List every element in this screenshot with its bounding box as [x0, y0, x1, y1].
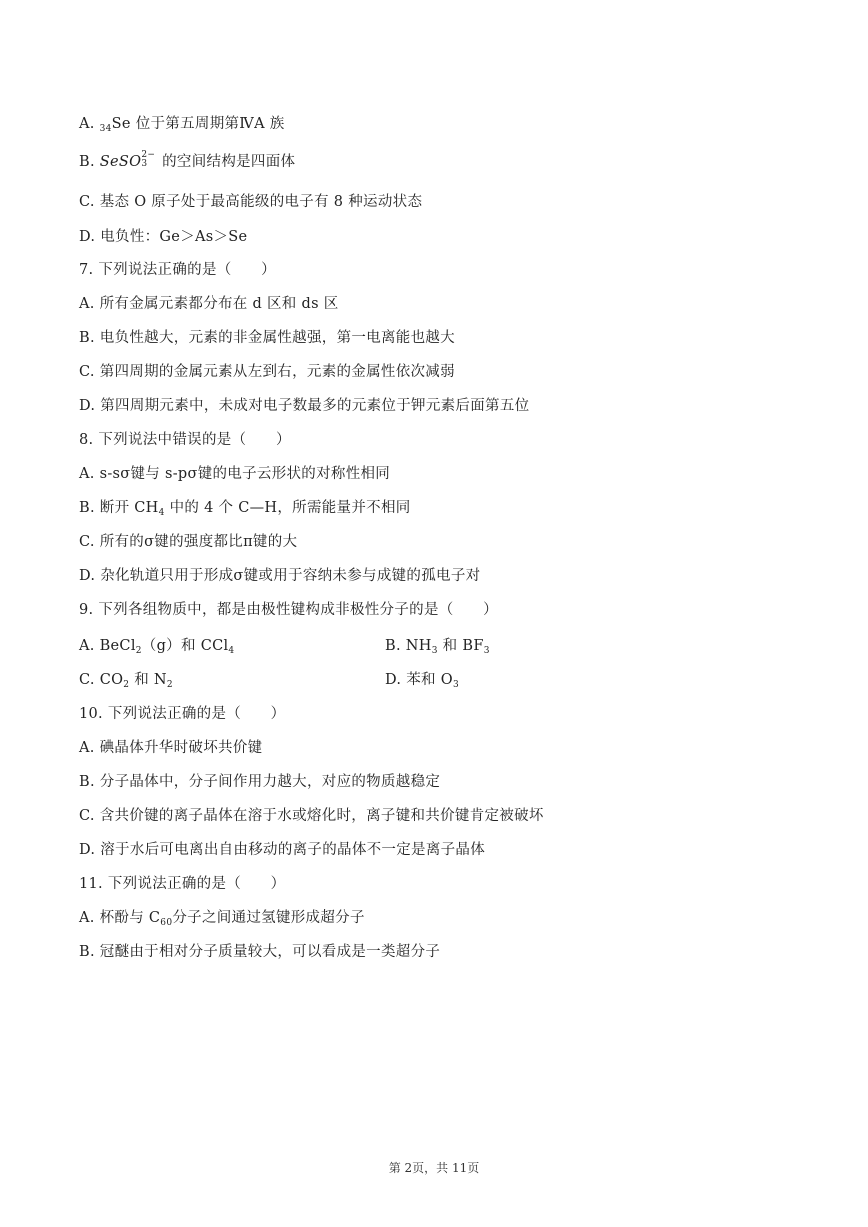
q6-option-b-formula-scripts: 2− 3 — [141, 150, 156, 169]
q10-option-a: A. 碘晶体升华时破坏共价键 — [79, 740, 263, 756]
q10-option-d: D. 溶于水后可电离出自由移动的离子的晶体不一定是离子晶体 — [79, 842, 486, 858]
q9-option-c: C. $CO_2$ 和 $N_2$ — [79, 672, 173, 690]
q7-option-b: B. 电负性越大，元素的非金属性越强，第一电离能也越大 — [79, 330, 455, 346]
q10-option-b: B. 分子晶体中，分子间作用力越大，对应的物质越稳定 — [79, 774, 441, 790]
q7-option-c: C. 第四周期的金属元素从左到右，元素的金属性依次减弱 — [79, 364, 455, 380]
q8-option-b: B. 断开 $CH_4$ 中的 4 个 C—H，所需能量并不相同 — [79, 500, 411, 518]
q10-stem: 10. 下列说法正确的是（ ） — [79, 706, 286, 722]
page-footer: 第 2页，共 11页 — [388, 1161, 480, 1175]
q6-option-c: C. 基态 O 原子处于最高能级的电子有 8 种运动状态 — [79, 194, 423, 210]
q11-stem: 11. 下列说法正确的是（ ） — [79, 876, 286, 892]
q6-option-a-atomic-number: 34 — [99, 124, 112, 134]
q10-option-c: C. 含共价键的离子晶体在溶于水或熔化时，离子键和共价键肯定被破坏 — [79, 808, 544, 824]
q8-option-d: D. 杂化轨道只用于形成σ键或用于容纳未参与成键的孤电子对 — [79, 568, 481, 584]
q7-option-a: A. 所有金属元素都分布在 d 区和 ds 区 — [79, 296, 339, 312]
q9-option-d: D. 苯和 $O_3$ — [385, 672, 459, 690]
q7-option-d: D. 第四周期元素中，未成对电子数最多的元素位于钾元素后面第五位 — [79, 398, 530, 414]
q9-stem: 9. 下列各组物质中，都是由极性键构成非极性分子的是（ ） — [79, 602, 498, 618]
q8-option-c: C. 所有的σ键的强度都比π键的大 — [79, 534, 298, 550]
q6-option-a: A. $_{34}$Se 位于第五周期第ⅣA 族 — [79, 116, 285, 134]
q9-option-a: A. BeCl$_2$（g）和 CCl$_4$ — [79, 638, 235, 656]
q9-option-b: B. $NH_3$ 和 $BF_3$ — [385, 638, 490, 656]
q8-option-a: A. s-sσ键与 s-pσ键的电子云形状的对称性相同 — [79, 466, 391, 482]
q7-stem: 7. 下列说法正确的是（ ） — [79, 262, 276, 278]
q6-option-b-formula: SeSO — [99, 154, 142, 170]
q8-stem: 8. 下列说法中错误的是（ ） — [79, 432, 291, 448]
q11-option-b: B. 冠醚由于相对分子质量较大，可以看成是一类超分子 — [79, 944, 441, 960]
q6-option-b: B. SeSO 2− 3 的空间结构是四面体 — [79, 150, 296, 170]
q6-option-d: D. 电负性：Ge＞As＞Se — [79, 229, 248, 245]
q11-option-a: A. 杯酚与 $C_{60}$分子之间通过氢键形成超分子 — [79, 910, 365, 928]
